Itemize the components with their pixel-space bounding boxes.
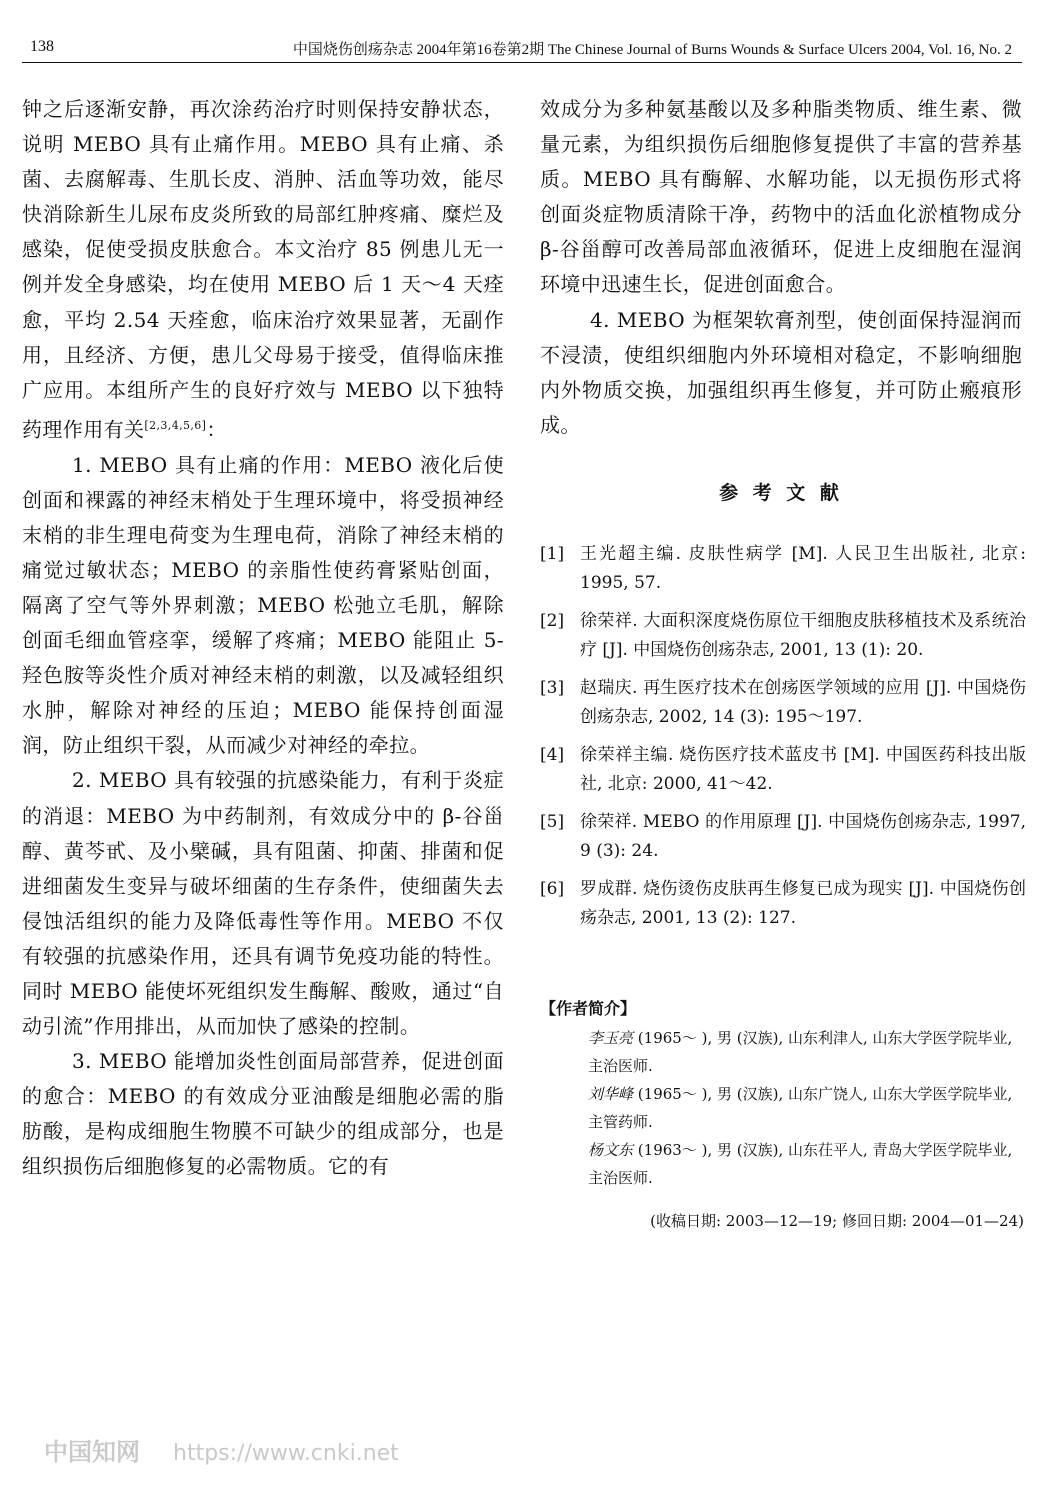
reference-text: 赵瑞庆. 再生医疗技术在创疡医学领域的应用 [J]. 中国烧伤创疡杂志, 2002, 14 (3): 195～197. [580,678,1026,727]
reference-item [540,741,1026,798]
watermark-brand: 中国知网 [44,1438,140,1466]
author-name: 刘华峰 [588,1085,634,1103]
reference-number: [3] [540,678,565,698]
running-header [22,36,1022,60]
paragraph-text: 钟之后逐渐安静，再次涂药治疗时则保持安静状态，说明 MEBO 具有止痛作用。MEBO 具有止痛、杀菌、去腐解毒、生肌长皮、消肿、活血等功效，能尽快消除新生儿尿布皮炎所致的局部红肿疼痛、糜烂及感染，促使受损皮肤愈合。本文治疗 85 例患儿无一例并发全身感染，均在使用 MEBO 后 1 天～4 天痊愈，平均 2.54 天痊愈，临床治疗效果显著，无副作用，且经济、方便，患儿父母易于接受，值得临床推广应用。本组所产生的良好疗效与 MEBO 以下独特药理作用有关 [22,97,504,442]
author-bio: (1965～ ), 男 (汉族), 山东利津人, 山东大学医学院毕业, 主治医师. [588,1029,1013,1075]
reference-text: 王光超主编. 皮肤性病学 [M]. 人民卫生出版社, 北京: 1995, 57. [580,544,1026,593]
author-name: 李玉亮 [588,1029,634,1047]
author-bio: (1963～ ), 男 (汉族), 山东茌平人, 青岛大学医学院毕业, 主治医师. [588,1141,1013,1187]
reference-number: [6] [540,879,565,899]
reference-number: [4] [540,745,565,765]
page-number: 138 [30,38,54,55]
citation-marker: [2,3,4,5,6] [144,418,207,432]
reference-number: [5] [540,812,565,832]
author-info-heading: 【作者简介】 [540,999,637,1018]
paragraph-point-3: 3. MEBO 能增加炎性创面局部营养，促进创面的愈合：MEBO 的有效成分亚油酸是细胞必需的脂肪酸，是构成细胞生物膜不可缺少的组成部分，也是组织损伤后细胞修复的必需物质。它的有 [22,1049,504,1179]
watermark-url: https://www.cnki.net [173,1441,399,1466]
reference-item [540,540,1026,597]
reference-text: 徐荣祥主编. 烧伤医疗技术蓝皮书 [M]. 中国医药科技出版社, 北京: 2000, 41～42. [580,745,1026,794]
reference-text: 徐荣祥. 大面积深度烧伤原位干细胞皮肤移植技术及系统治疗 [J]. 中国烧伤创疡杂志, 2001, 13 (1): 20. [580,611,1026,660]
references-list [540,540,1026,942]
author-list [540,1024,1024,1192]
received-dates: (收稿日期: 2003—12—19; 修回日期: 2004—01—24) [650,1212,1024,1230]
cnki-watermark [44,1432,399,1467]
reference-number: [1] [540,544,565,564]
journal-citation: 中国烧伤创疡杂志 2004年第16卷第2期 The Chinese Journal of Burns Wounds & Surface Ulcers 2004, Vol. 16, No. 2 [292,42,1012,58]
reference-item [540,607,1026,664]
paragraph-continued: 效成分为多种氨基酸以及多种脂类物质、维生素、微量元素，为组织损伤后细胞修复提供了丰富的营养基质。MEBO 具有酶解、水解功能，以无损伤形式将创面炎症物质清除干净，药物中的活血化淤植物成分 β-谷甾醇可改善局部血液循环，促进上皮细胞在湿润环境中迅速生长，促进创面愈合。 [540,97,1022,297]
right-column [540,92,1022,443]
paragraph-discussion [22,92,504,448]
references-heading: 参 考 文 献 [719,482,843,504]
author-bio: (1965～ ), 男 (汉族), 山东广饶人, 山东大学医学院毕业, 主管药师. [588,1085,1013,1131]
paragraph-end: ： [206,417,227,442]
paragraph-point-2: 2. MEBO 具有较强的抗感染能力，有利于炎症的消退：MEBO 为中药制剂，有效成分中的 β-谷甾醇、黄芩甙、及小檗碱，具有阻菌、抑菌、排菌和促进细菌发生变异与破坏细菌的生存条件，使细菌失去侵蚀活组织的能力及降低毒性等作用。MEBO 不仅有较强的抗感染作用，还具有调节免疫功能的特性。同时 MEBO 能使坏死组织发生酶解、酸败，通过“自动引流”作用排出，从而加快了感染的控制。 [22,768,504,1039]
author-entry [540,1080,1024,1136]
reference-text: 罗成群. 烧伤烫伤皮肤再生修复已成为现实 [J]. 中国烧伤创疡杂志, 2001, 13 (2): 127. [580,879,1026,928]
reference-number: [2] [540,611,565,631]
author-entry [540,1024,1024,1080]
paragraph-point-1: 1. MEBO 具有止痛的作用：MEBO 液化后使创面和裸露的神经末梢处于生理环境中，将受损神经末梢的非生理电荷变为生理电荷，消除了神经末梢的痛觉过敏状态；MEBO 的亲脂性使药膏紧贴创面，隔离了空气等外界刺激；MEBO 松弛立毛肌，解除创面毛细血管痉挛，缓解了疼痛；MEBO 能阻止 5-羟色胺等炎性介质对神经末梢的刺激，以及减轻组织水肿，解除对神经的压迫；MEBO 能保持创面湿润，防止组织干裂，从而减少对神经的牵拉。 [22,452,504,758]
reference-item [540,674,1026,731]
reference-text: 徐荣祥. MEBO 的作用原理 [J]. 中国烧伤创疡杂志, 1997, 9 (3): 24. [580,812,1026,861]
author-entry [540,1136,1024,1192]
header-rule [22,62,1022,63]
author-name: 杨文东 [588,1141,634,1159]
reference-item [540,808,1026,865]
left-column [22,92,504,1185]
paragraph-point-4: 4. MEBO 为框架软膏剂型，使创面保持湿润而不浸渍，使组织细胞内外环境相对稳定，不影响细胞内外物质交换，加强组织再生修复，并可防止瘢痕形成。 [540,307,1022,437]
reference-item [540,875,1026,932]
